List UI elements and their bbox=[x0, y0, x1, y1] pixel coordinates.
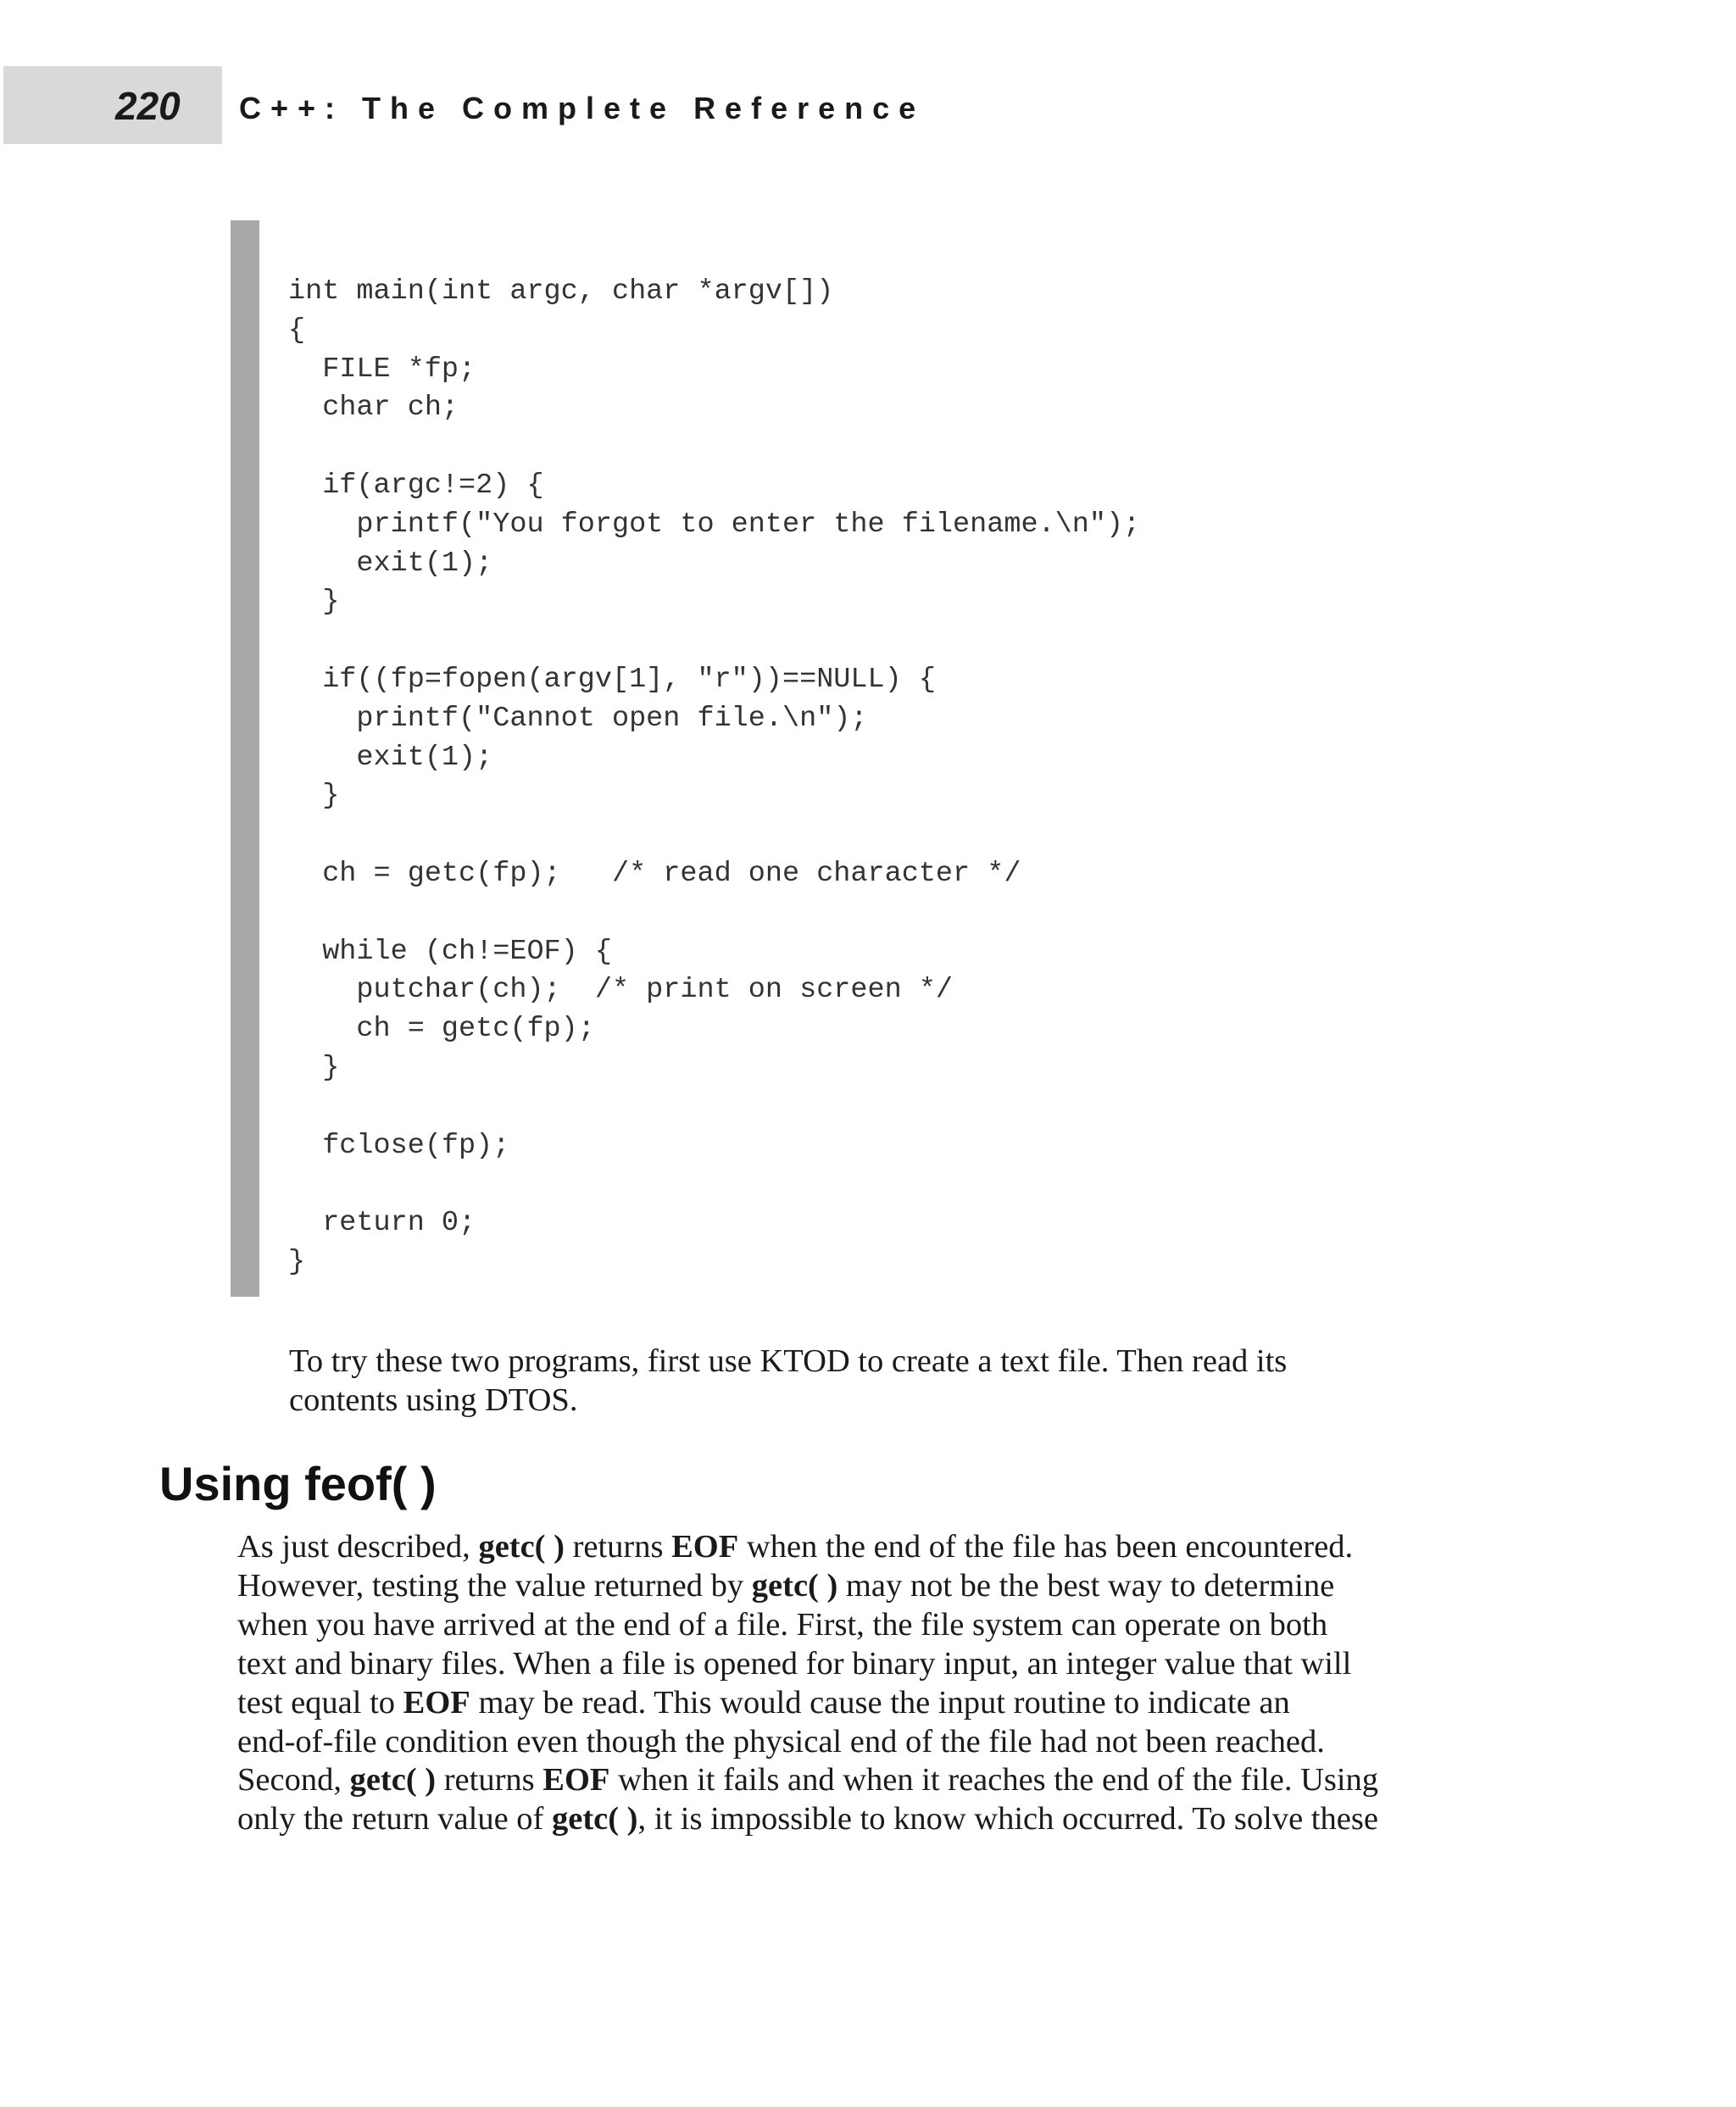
code-line: ch = getc(fp); bbox=[288, 1013, 595, 1046]
running-title: C++: The Complete Reference bbox=[239, 91, 926, 125]
text-run: when the end of the file has been encountered. bbox=[738, 1529, 1354, 1565]
text-run: returns bbox=[436, 1762, 543, 1798]
code-line: printf("Cannot open file.\n"); bbox=[288, 702, 868, 735]
code-line: } bbox=[288, 1051, 340, 1084]
paragraph-line-7 bbox=[237, 1761, 1492, 1800]
paragraph-line-2 bbox=[237, 1567, 1492, 1606]
text-run: As just described, bbox=[237, 1529, 479, 1565]
intro-line-2: contents using DTOS. bbox=[289, 1382, 578, 1418]
paragraph-line-5 bbox=[237, 1684, 1492, 1723]
section-paragraph bbox=[237, 1528, 1492, 1839]
code-line: printf("You forgot to enter the filename.\n"); bbox=[288, 508, 1141, 541]
code-line: exit(1); bbox=[288, 741, 493, 774]
page-number: 220 bbox=[115, 84, 181, 128]
code-line: char ch; bbox=[288, 392, 459, 425]
text-run: only the return value of bbox=[237, 1801, 552, 1837]
code-line: if(argc!=2) { bbox=[288, 469, 544, 502]
function-name: getc( ) bbox=[478, 1529, 565, 1565]
text-run: test equal to bbox=[237, 1684, 403, 1721]
code-line: fclose(fp); bbox=[288, 1129, 510, 1162]
text-run: when it fails and when it reaches the end of the file. Using bbox=[609, 1762, 1379, 1798]
code-line: return 0; bbox=[288, 1207, 476, 1240]
code-line: } bbox=[288, 780, 340, 813]
code-line: FILE *fp; bbox=[288, 353, 476, 386]
section-heading: Using feof( ) bbox=[159, 1457, 437, 1510]
text-run: Second, bbox=[237, 1762, 350, 1798]
code-line: while (ch!=EOF) { bbox=[288, 935, 612, 968]
code-listing-bar bbox=[231, 220, 259, 1297]
code-line: if((fp=fopen(argv[1], "r"))==NULL) { bbox=[288, 663, 936, 696]
text-run: returns bbox=[564, 1529, 672, 1565]
text-run: However, testing the value returned by bbox=[237, 1567, 752, 1604]
function-name: getc( ) bbox=[349, 1762, 437, 1798]
code-line: exit(1); bbox=[288, 547, 493, 580]
code-line: ch = getc(fp); /* read one character */ bbox=[288, 857, 1021, 890]
paragraph-line-6: end-of-file condition even though the physical end of the file had not been reached. bbox=[237, 1723, 1325, 1760]
code-line: { bbox=[288, 314, 306, 347]
intro-line-1: To try these two programs, first use KTOD to create a text file. Then read its bbox=[289, 1343, 1288, 1379]
constant-name: EOF bbox=[671, 1529, 739, 1565]
function-name: getc( ) bbox=[551, 1801, 638, 1837]
text-run: may not be the best way to determine bbox=[837, 1567, 1335, 1604]
code-listing bbox=[288, 273, 1140, 1282]
code-line: putchar(ch); /* print on screen */ bbox=[288, 974, 954, 1007]
constant-name: EOF bbox=[542, 1762, 610, 1798]
paragraph-line-1 bbox=[237, 1528, 1492, 1567]
function-name: getc( ) bbox=[751, 1567, 838, 1604]
code-line: } bbox=[288, 1245, 306, 1278]
paragraph-line-3: when you have arrived at the end of a file. First, the file system can operate on both bbox=[237, 1606, 1328, 1643]
code-line: } bbox=[288, 586, 340, 619]
intro-paragraph bbox=[237, 1343, 1492, 1420]
text-run: , it is impossible to know which occurred. To solve these bbox=[637, 1801, 1378, 1837]
page-number-box bbox=[3, 66, 222, 144]
code-line: int main(int argc, char *argv[]) bbox=[288, 275, 834, 308]
paragraph-line-4: text and binary files. When a file is opened for binary input, an integer value that will bbox=[237, 1645, 1352, 1682]
text-run: may be read. This would cause the input routine to indicate an bbox=[470, 1684, 1290, 1721]
constant-name: EOF bbox=[403, 1684, 470, 1721]
paragraph-line-8 bbox=[237, 1800, 1492, 1839]
